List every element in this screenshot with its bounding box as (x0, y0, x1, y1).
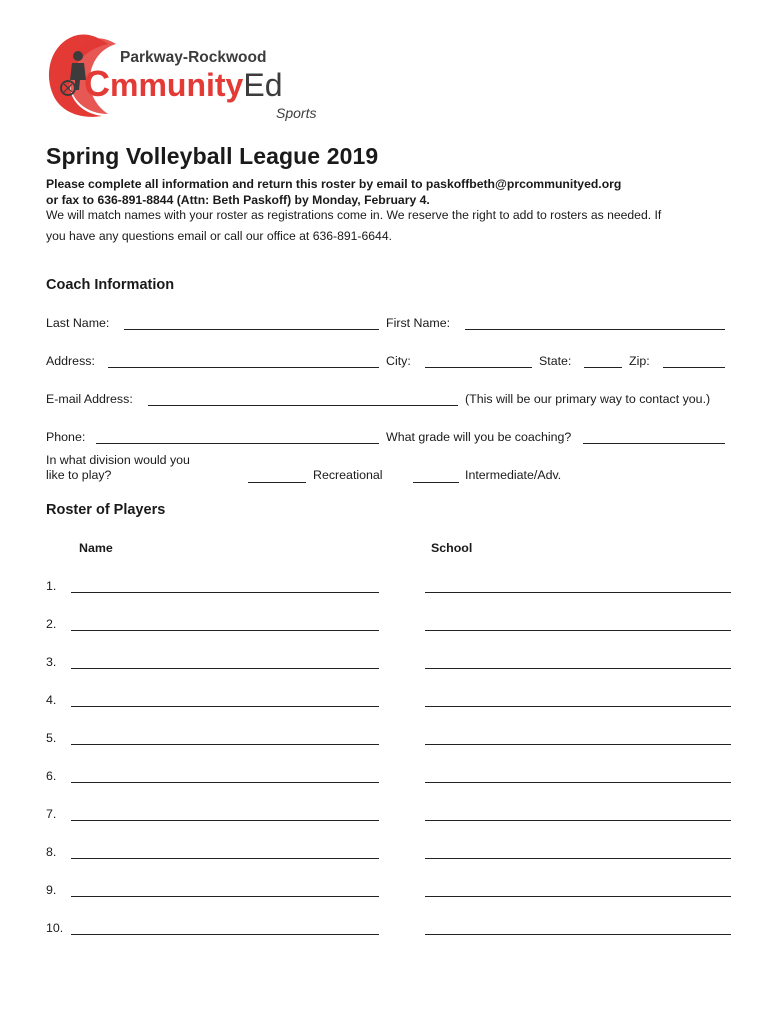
roster-player-school-field[interactable] (425, 782, 731, 783)
logo-sports: Sports (276, 105, 317, 121)
first-name-field[interactable] (465, 329, 725, 330)
roster-player-name-field[interactable] (71, 706, 379, 707)
roster-player-school-field[interactable] (425, 896, 731, 897)
logo-mmunity: mmunity (110, 67, 244, 103)
first-name-label: First Name: (386, 316, 451, 330)
email-field[interactable] (148, 405, 458, 406)
roster-name-column-header: Name (79, 541, 113, 555)
roster-row-number: 6. (46, 769, 57, 783)
roster-player-name-field[interactable] (71, 668, 379, 669)
logo-line1: Parkway-Rockwood (120, 49, 267, 66)
grade-label: What grade will you be coaching? (386, 430, 572, 444)
svg-text:CmmunityEd (84, 63, 282, 104)
roster-row-number: 2. (46, 617, 57, 631)
logo-ed: Ed (243, 67, 283, 103)
intro-bold-line-2: or fax to 636-891-8844 (Attn: Beth Paskoff) by Monday, February 4. (46, 193, 430, 207)
roster-player-name-field[interactable] (71, 592, 379, 593)
roster-school-column-header: School (431, 541, 473, 555)
intro-text-line-1: We will match names with your roster as registrations come in. We reserve the right to add to rosters as needed. If (46, 208, 662, 222)
intro-bold-line-1: Please complete all information and return this roster by email to paskoffbeth@prcommunityed.org (46, 177, 622, 191)
roster-player-name-field[interactable] (71, 934, 379, 935)
roster-player-school-field[interactable] (425, 858, 731, 859)
email-note: (This will be our primary way to contact you.) (465, 392, 711, 406)
roster-player-school-field[interactable] (425, 820, 731, 821)
phone-field[interactable] (96, 443, 379, 444)
roster-player-name-field[interactable] (71, 820, 379, 821)
roster-row-number: 3. (46, 655, 57, 669)
division-question-line-1: In what division would you (46, 453, 190, 467)
roster-row-number: 7. (46, 807, 57, 821)
roster-row-number: 10. (46, 921, 64, 935)
roster-player-name-field[interactable] (71, 858, 379, 859)
state-field[interactable] (584, 367, 622, 368)
roster-row-number: 5. (46, 731, 57, 745)
roster-player-name-field[interactable] (71, 896, 379, 897)
roster-row-number: 4. (46, 693, 57, 707)
coach-info-heading: Coach Information (46, 277, 175, 293)
recreational-label: Recreational (313, 468, 383, 482)
intro-text-line-2: you have any questions email or call our office at 636-891-6644. (46, 229, 392, 243)
roster-row-number: 8. (46, 845, 57, 859)
roster-player-name-field[interactable] (71, 744, 379, 745)
roster-row-number: 9. (46, 883, 57, 897)
roster-player-school-field[interactable] (425, 934, 731, 935)
roster-player-name-field[interactable] (71, 630, 379, 631)
city-label: City: (386, 354, 411, 368)
intermediate-field[interactable] (413, 482, 459, 483)
roster-row-number: 1. (46, 579, 57, 593)
state-label: State: (539, 354, 572, 368)
city-field[interactable] (425, 367, 532, 368)
address-label: Address: (46, 354, 95, 368)
roster-player-school-field[interactable] (425, 592, 731, 593)
phone-label: Phone: (46, 430, 86, 444)
division-question-line-2: like to play? (46, 468, 112, 482)
email-label: E-mail Address: (46, 392, 133, 406)
roster-heading: Roster of Players (46, 502, 166, 518)
recreational-field[interactable] (248, 482, 306, 483)
zip-label: Zip: (629, 354, 650, 368)
grade-field[interactable] (583, 443, 725, 444)
roster-player-school-field[interactable] (425, 668, 731, 669)
roster-player-school-field[interactable] (425, 706, 731, 707)
last-name-field[interactable] (124, 329, 379, 330)
community-ed-logo (44, 30, 334, 125)
page-title: Spring Volleyball League 2019 (46, 143, 379, 169)
roster-player-school-field[interactable] (425, 744, 731, 745)
address-field[interactable] (108, 367, 379, 368)
roster-player-name-field[interactable] (71, 782, 379, 783)
intermediate-label: Intermediate/Adv. (465, 468, 562, 482)
roster-player-school-field[interactable] (425, 630, 731, 631)
zip-field[interactable] (663, 367, 725, 368)
last-name-label: Last Name: (46, 316, 110, 330)
logo-c: C (84, 63, 110, 104)
